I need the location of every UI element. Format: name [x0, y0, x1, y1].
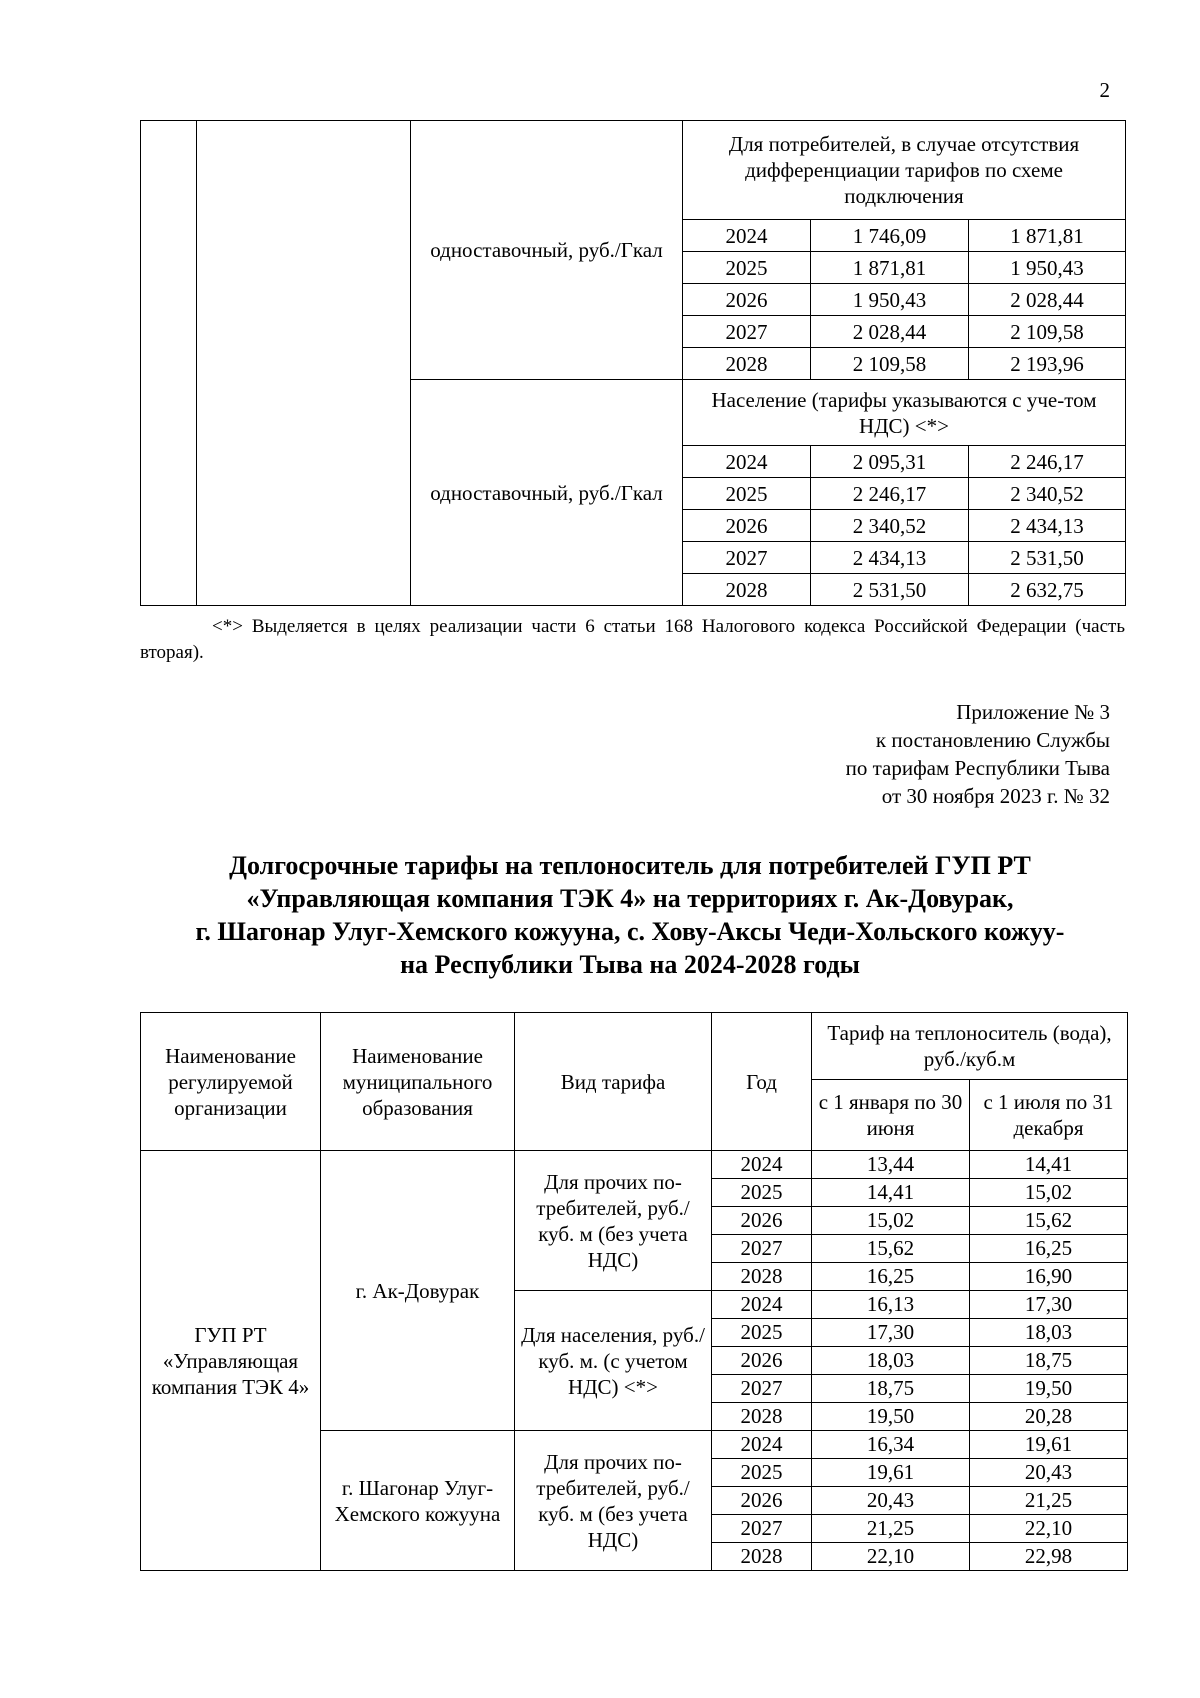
tariff-h2-cell: 1 871,81 — [969, 220, 1126, 252]
tariff-h1-cell: 14,41 — [812, 1179, 970, 1207]
appendix-line: Приложение № 3 — [956, 700, 1110, 724]
tariff-h2-cell: 2 632,75 — [969, 574, 1126, 606]
tariff-h1-cell: 19,61 — [812, 1459, 970, 1487]
year-cell: 2027 — [712, 1515, 812, 1543]
title-line: Долгосрочные тарифы на теплоноситель для потребителей ГУП РТ — [229, 851, 1031, 880]
appendix-reference — [846, 698, 1110, 810]
tariff-h2-cell: 2 531,50 — [969, 542, 1126, 574]
tariff-h1-cell: 1 871,81 — [811, 252, 969, 284]
year-cell: 2026 — [683, 510, 811, 542]
appendix-line: от 30 ноября 2023 г. № 32 — [881, 784, 1110, 808]
title-line: «Управляющая компания ТЭК 4» на территориях г. Ак-Довурак, — [246, 884, 1014, 913]
header-year: Год — [712, 1013, 812, 1151]
year-cell: 2028 — [712, 1263, 812, 1291]
tariff-h1-cell: 18,75 — [812, 1375, 970, 1403]
year-cell: 2027 — [712, 1375, 812, 1403]
tariff-h2-cell: 2 340,52 — [969, 478, 1126, 510]
municipality-column-cell — [197, 121, 411, 606]
municipality-cell: г. Ак-Довурак — [321, 1151, 515, 1431]
year-cell: 2025 — [712, 1179, 812, 1207]
page-number: 2 — [1099, 78, 1110, 102]
year-cell: 2024 — [683, 220, 811, 252]
tariff-table-continuation — [140, 120, 1126, 606]
tariff-h1-cell: 1 746,09 — [811, 220, 969, 252]
tariff-h1-cell: 22,10 — [812, 1543, 970, 1571]
year-cell: 2025 — [712, 1319, 812, 1347]
tariff-h2-cell: 22,98 — [970, 1543, 1128, 1571]
consumer-group-header: Население (тарифы указываются с уче-том НДС) <*> — [683, 380, 1126, 446]
tariff-h2-cell: 15,02 — [970, 1179, 1128, 1207]
year-cell: 2024 — [683, 446, 811, 478]
tariff-h2-cell: 2 193,96 — [969, 348, 1126, 380]
year-cell: 2025 — [712, 1459, 812, 1487]
tariff-h2-cell: 15,62 — [970, 1207, 1128, 1235]
tariff-h2-cell: 16,25 — [970, 1235, 1128, 1263]
tariff-h2-cell: 18,75 — [970, 1347, 1128, 1375]
tariff-h2-cell: 22,10 — [970, 1515, 1128, 1543]
tariff-h2-cell: 19,50 — [970, 1375, 1128, 1403]
year-cell: 2028 — [712, 1403, 812, 1431]
tariff-h1-cell: 2 434,13 — [811, 542, 969, 574]
year-cell: 2026 — [712, 1207, 812, 1235]
header-municipality: Наименование муниципального образования — [321, 1013, 515, 1151]
year-cell: 2024 — [712, 1431, 812, 1459]
tariff-h2-cell: 21,25 — [970, 1487, 1128, 1515]
tariff-h2-cell: 19,61 — [970, 1431, 1128, 1459]
tariff-h2-cell: 2 028,44 — [969, 284, 1126, 316]
tariff-type-cell: Для прочих по-требителей, руб./куб. м (без учета НДС) — [515, 1151, 712, 1291]
document-title — [130, 849, 1130, 981]
header-org: Наименование регулируемой организации — [141, 1013, 321, 1151]
tariff-h1-cell: 17,30 — [812, 1319, 970, 1347]
year-cell: 2027 — [683, 542, 811, 574]
tariff-h1-cell: 2 531,50 — [811, 574, 969, 606]
tariff-h1-cell: 13,44 — [812, 1151, 970, 1179]
year-cell: 2028 — [683, 348, 811, 380]
tariff-h1-cell: 16,25 — [812, 1263, 970, 1291]
tariff-h2-cell: 14,41 — [970, 1151, 1128, 1179]
tariff-type-cell: одноставочный, руб./Гкал — [411, 121, 683, 380]
year-cell: 2027 — [683, 316, 811, 348]
year-cell: 2028 — [683, 574, 811, 606]
header-tariff-type: Вид тарифа — [515, 1013, 712, 1151]
tariff-h1-cell: 2 340,52 — [811, 510, 969, 542]
header-h1: с 1 января по 30 июня — [812, 1080, 970, 1151]
organization-cell: ГУП РТ «Управляющая компания ТЭК 4» — [141, 1151, 321, 1571]
year-cell: 2028 — [712, 1543, 812, 1571]
tariff-h2-cell: 2 109,58 — [969, 316, 1126, 348]
tariff-h1-cell: 1 950,43 — [811, 284, 969, 316]
coolant-tariff-table — [140, 1012, 1128, 1571]
year-cell: 2026 — [712, 1347, 812, 1375]
tariff-type-cell: одноставочный, руб./Гкал — [411, 380, 683, 606]
year-cell: 2026 — [712, 1487, 812, 1515]
tariff-h1-cell: 2 109,58 — [811, 348, 969, 380]
tariff-h2-cell: 2 246,17 — [969, 446, 1126, 478]
tariff-h2-cell: 17,30 — [970, 1291, 1128, 1319]
tariff-h1-cell: 15,62 — [812, 1235, 970, 1263]
tariff-h1-cell: 2 246,17 — [811, 478, 969, 510]
year-cell: 2024 — [712, 1291, 812, 1319]
tariff-h1-cell: 18,03 — [812, 1347, 970, 1375]
tariff-h1-cell: 21,25 — [812, 1515, 970, 1543]
tariff-h1-cell: 2 028,44 — [811, 316, 969, 348]
appendix-line: по тарифам Республики Тыва — [845, 756, 1110, 780]
consumer-group-header: Для потребителей, в случае отсутствия дифференциации тарифов по схеме подключения — [683, 121, 1126, 220]
header-h2: с 1 июля по 31 декабря — [970, 1080, 1128, 1151]
tariff-h2-cell: 20,43 — [970, 1459, 1128, 1487]
tariff-h2-cell: 20,28 — [970, 1403, 1128, 1431]
year-cell: 2024 — [712, 1151, 812, 1179]
org-column-cell — [141, 121, 197, 606]
tariff-h1-cell: 20,43 — [812, 1487, 970, 1515]
tariff-h1-cell: 15,02 — [812, 1207, 970, 1235]
tariff-h2-cell: 18,03 — [970, 1319, 1128, 1347]
tariff-h1-cell: 2 095,31 — [811, 446, 969, 478]
title-line: г. Шагонар Улуг-Хемского кожууна, с. Хову-Аксы Чеди-Хольского кожуу- — [195, 917, 1065, 946]
year-cell: 2025 — [683, 478, 811, 510]
header-tariff: Тариф на теплоноситель (вода), руб./куб.м — [812, 1013, 1128, 1080]
tariff-type-cell: Для населения, руб./куб. м. (с учетом НДС) <*> — [515, 1291, 712, 1431]
tariff-h1-cell: 16,34 — [812, 1431, 970, 1459]
tariff-type-cell: Для прочих по-требителей, руб./куб. м (без учета НДС) — [515, 1431, 712, 1571]
tariff-h2-cell: 1 950,43 — [969, 252, 1126, 284]
tariff-h2-cell: 2 434,13 — [969, 510, 1126, 542]
tariff-h1-cell: 16,13 — [812, 1291, 970, 1319]
tariff-h2-cell: 16,90 — [970, 1263, 1128, 1291]
appendix-line: к постановлению Службы — [875, 728, 1110, 752]
year-cell: 2027 — [712, 1235, 812, 1263]
table-row — [141, 1151, 1128, 1179]
year-cell: 2025 — [683, 252, 811, 284]
footnote: <*> Выделяется в целях реализации части 6 статьи 168 Налогового кодекса Российской Федерации (часть вторая). — [140, 616, 1125, 663]
year-cell: 2026 — [683, 284, 811, 316]
title-line: на Республики Тыва на 2024-2028 годы — [400, 950, 860, 979]
municipality-cell: г. Шагонар Улуг-Хемского кожууна — [321, 1431, 515, 1571]
tariff-h1-cell: 19,50 — [812, 1403, 970, 1431]
